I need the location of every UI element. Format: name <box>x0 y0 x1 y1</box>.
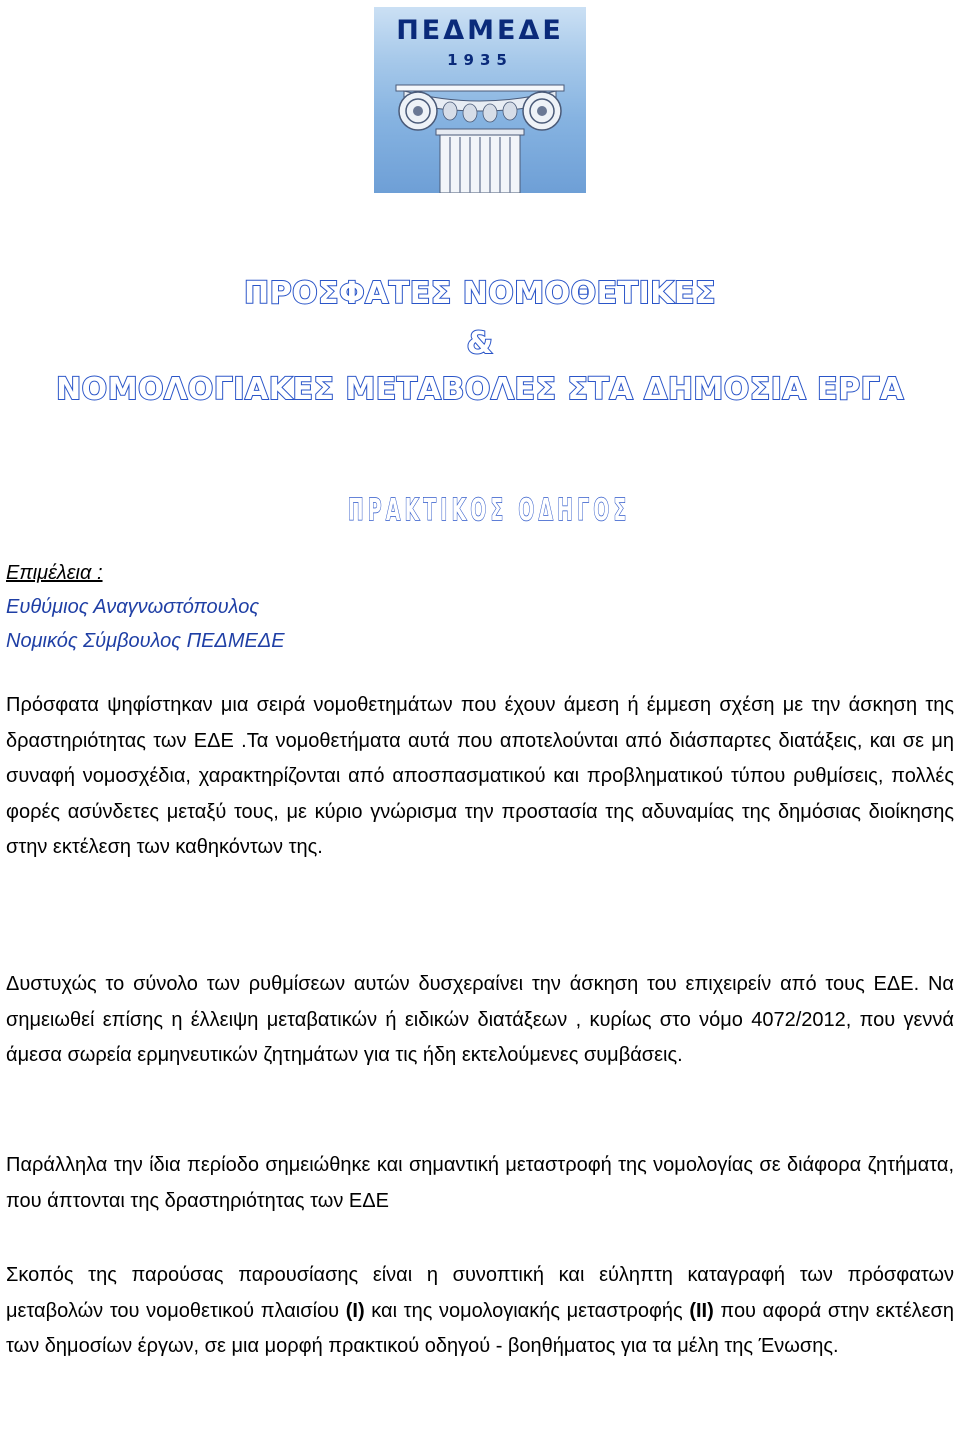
paragraph-3: Παράλληλα την ίδια περίοδο σημειώθηκε και σημαντική μεταστροφή της νομολογίας σε διάφορα ζητήματα, που άπτονται της δραστηριότητας των ΕΔΕ <box>6 1154 954 1212</box>
paragraph-4-text-e: που αφορά στην εκτέλεση των δημοσίων έργων, σε μια μορφή πρακτικού οδηγού - βοηθήματος για τα μέλη της Ένωσης. <box>6 1299 954 1357</box>
title-line-1: ΠΡΟΣΦΑΤΕΣ ΝΟΜΟΘΕΤΙΚΕΣ <box>243 276 717 311</box>
section-ref-1: (Ι) <box>345 1299 365 1322</box>
title-ampersand: & <box>466 326 494 361</box>
paragraph-4 <box>6 1258 954 1365</box>
paragraph-4-text-c: και της νομολογιακής μεταστροφής <box>364 1299 690 1322</box>
title-line-2: ΝΟΜΟΛΟΓΙΑΚΕΣ ΜΕΤΑΒΟΛΕΣ ΣΤΑ ΔΗΜΟΣΙΑ ΕΡΓΑ <box>56 372 904 407</box>
section-ref-2: (ΙΙ) <box>689 1299 714 1322</box>
logo-name: ΠΕΔΜΕΔΕ <box>396 15 564 46</box>
editor-name: Ευθύμιος Αναγνωστόπουλος <box>6 596 260 618</box>
editor-role: Νομικός Σύμβουλος ΠΕΔΜΕΔΕ <box>6 630 285 652</box>
paragraph-1: Πρόσφατα ψηφίστηκαν μια σειρά νομοθετημάτων που έχουν άμεση ή έμμεση σχέση με την άσκηση της δραστηριότητας των ΕΔΕ .Τα νομοθετήματα αυτά που αποτελούνται από διάσπαρτες διατάξεις, και σε μη συναφή νομοσχέδια, χαρακτηρίζονται από αποσπασματικού και προβληματικού τύπου ρυθμίσεις, πολλές φορές ασύνδετες μεταξύ τους, με κύριο γνώρισμα την προστασία της αδυναμίας της δημόσιας διοίκησης στην εκτέλεση των καθηκόντων της. <box>6 694 954 858</box>
subtitle: ΠΡΑΚΤΙΚΟΣ ΟΔΗΓΟΣ <box>348 493 631 528</box>
paragraph-4-text-a: Σκοπός της παρούσας παρουσίασης είναι η συνοπτική και εύληπτη καταγραφή των πρόσφατων μεταβολών του νομοθετικού πλαισίου <box>6 1264 954 1322</box>
paragraph-2: Δυστυχώς το σύνολο των ρυθμίσεων αυτών δυσχεραίνει την άσκηση του επιχειρείν από τους ΕΔΕ. Να σημειωθεί επίσης η έλλειψη μεταβατικών ή ειδικών διατάξεων , κυρίως στο νόμο 4072/2012, που γεννά άμεσα σωρεία ερμηνευτικών ζητημάτων για τις ήδη εκτελούμενες συμβάσεις. <box>6 973 954 1066</box>
logo-year: 1935 <box>447 51 513 69</box>
editor-block <box>6 556 285 658</box>
pedmede-logo <box>374 7 586 193</box>
editor-label: Επιμέλεια : <box>6 562 103 584</box>
